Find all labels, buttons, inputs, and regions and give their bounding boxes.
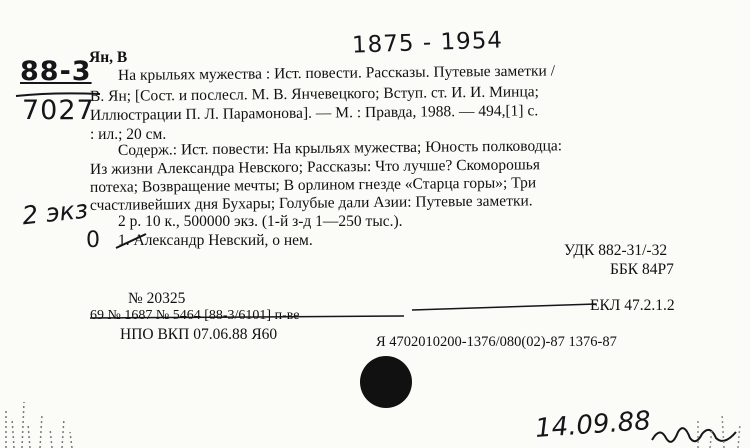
contents-line-3: потеха; Возвращение мечты; В орлином гнезде «Старца горы»; Три: [89, 174, 537, 196]
handwritten-shelf-mark-top: 88-3: [20, 56, 92, 87]
title-line-1: На крыльях мужества : Ист. повести. Рассказы. Путевые заметки /: [117, 62, 556, 84]
handwritten-shelf-mark-bottom: 7027: [22, 95, 95, 126]
scan-noise-left: [0, 388, 80, 448]
subject-strike-mark: [112, 230, 152, 252]
title-line-3: Иллюстрации П. Л. Парамонова]. — М. : Правда, 1988. — 494,[1] с.: [89, 102, 539, 124]
subject-heading: 1. Александр Невский, о нем.: [118, 232, 313, 249]
npo-line: НПО ВКП 07.06.88 Я60: [120, 326, 278, 343]
contents-line-2: Из жизни Александра Невского; Рассказы: Что лучше? Скоморошья: [89, 156, 541, 178]
handwritten-copies-note: 2 экз: [20, 194, 90, 231]
handwritten-date: 14.09.88: [534, 405, 652, 445]
ekl-strike: [410, 300, 600, 314]
order-number: № 20325: [128, 290, 186, 307]
udk-code: УДК 882-31/-32: [564, 242, 668, 259]
punch-hole: [360, 356, 412, 408]
price-line: 2 р. 10 к., 500000 экз. (1-й з-д 1—250 тыс.).: [118, 213, 403, 230]
handwritten-years: 1875 - 1954: [351, 27, 504, 59]
contents-line-1: Содерж.: Ист. повести: На крыльях мужества; Юность полководца:: [117, 137, 563, 159]
contents-line-4: счастливейших дня Бухары; Голубые дали Азии: Путевые заметки.: [89, 192, 533, 214]
isbn-line: Я 4702010200-1376/080(02)-87 1376-87: [376, 334, 617, 350]
title-line-2: В. Ян; [Сост. и послесл. М. В. Янчевецкого; Вступ. ст. И. И. Минца;: [89, 83, 539, 105]
handwritten-copies-marker: 0: [86, 228, 100, 253]
scan-noise-right: [690, 388, 750, 448]
bbk-code: ББК 84Р7: [610, 261, 674, 278]
author-heading: Ян, В: [89, 49, 128, 66]
bottom-line: 69 № 1687 № 5464 [88-3/6101] п-ве: [90, 308, 300, 323]
bottom-line-strike: [88, 312, 408, 324]
ekl-code: ЕКЛ 47.2.1.2: [590, 297, 675, 314]
title-line-4: : ил.; 20 см.: [90, 126, 167, 143]
